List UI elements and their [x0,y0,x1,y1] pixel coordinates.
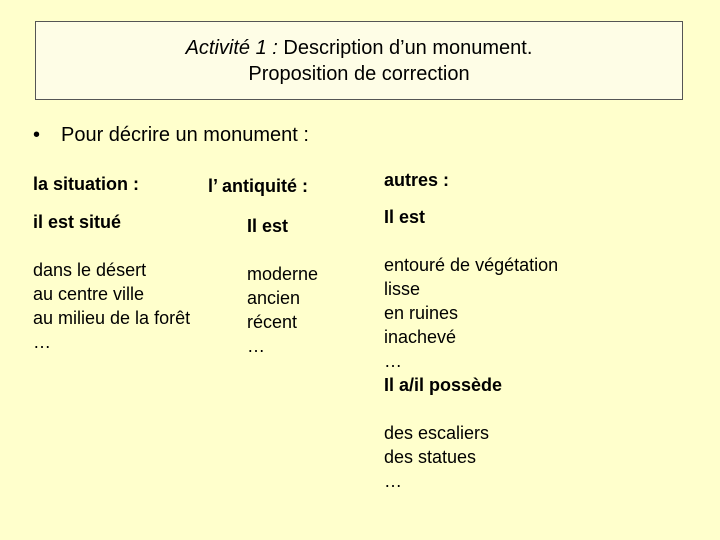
antiquite-item: ancien [247,288,301,308]
bullet-intro [33,122,309,148]
antiquite-sub: Il est [247,216,289,236]
autres-item2: des escaliers [384,423,490,443]
autres-list-2 [384,421,489,493]
activity-label: Activité 1 : [185,37,278,59]
autres-item2: … [384,471,402,491]
autres-list [384,253,558,397]
situation-list [33,258,190,354]
autres-item: … [384,351,402,371]
activity-subject: Description d’un monument. [277,37,533,59]
autres-item: inachevé [384,327,457,347]
title-line-1 [36,35,682,61]
title-line-2: Proposition de correction [248,63,470,85]
autres-sub2: Il a/il possède [384,375,503,395]
autres-sub: Il est [384,207,426,227]
autres-item: entouré de végétation [384,255,559,275]
situation-sub: il est situé [33,212,122,232]
antiquite-item: moderne [247,264,319,284]
bullet-text: Pour décrire un monument : [61,124,309,146]
autres-item2: des statues [384,447,477,467]
autres-item: en ruines [384,303,459,323]
autres-item: lisse [384,279,421,299]
autres-header: autres : [384,170,450,190]
antiquite-header: l’ antiquité : [208,176,309,196]
situation-item: au milieu de la forêt [33,308,191,328]
situation-item: au centre ville [33,284,145,304]
bullet-dot: • [33,124,41,146]
situation-header: la situation : [33,174,140,194]
antiquite-list [247,262,318,358]
situation-item: dans le désert [33,260,147,280]
antiquite-item: … [247,336,265,356]
title-box [35,21,683,100]
antiquite-item: récent [247,312,298,332]
situation-item: … [33,332,51,352]
